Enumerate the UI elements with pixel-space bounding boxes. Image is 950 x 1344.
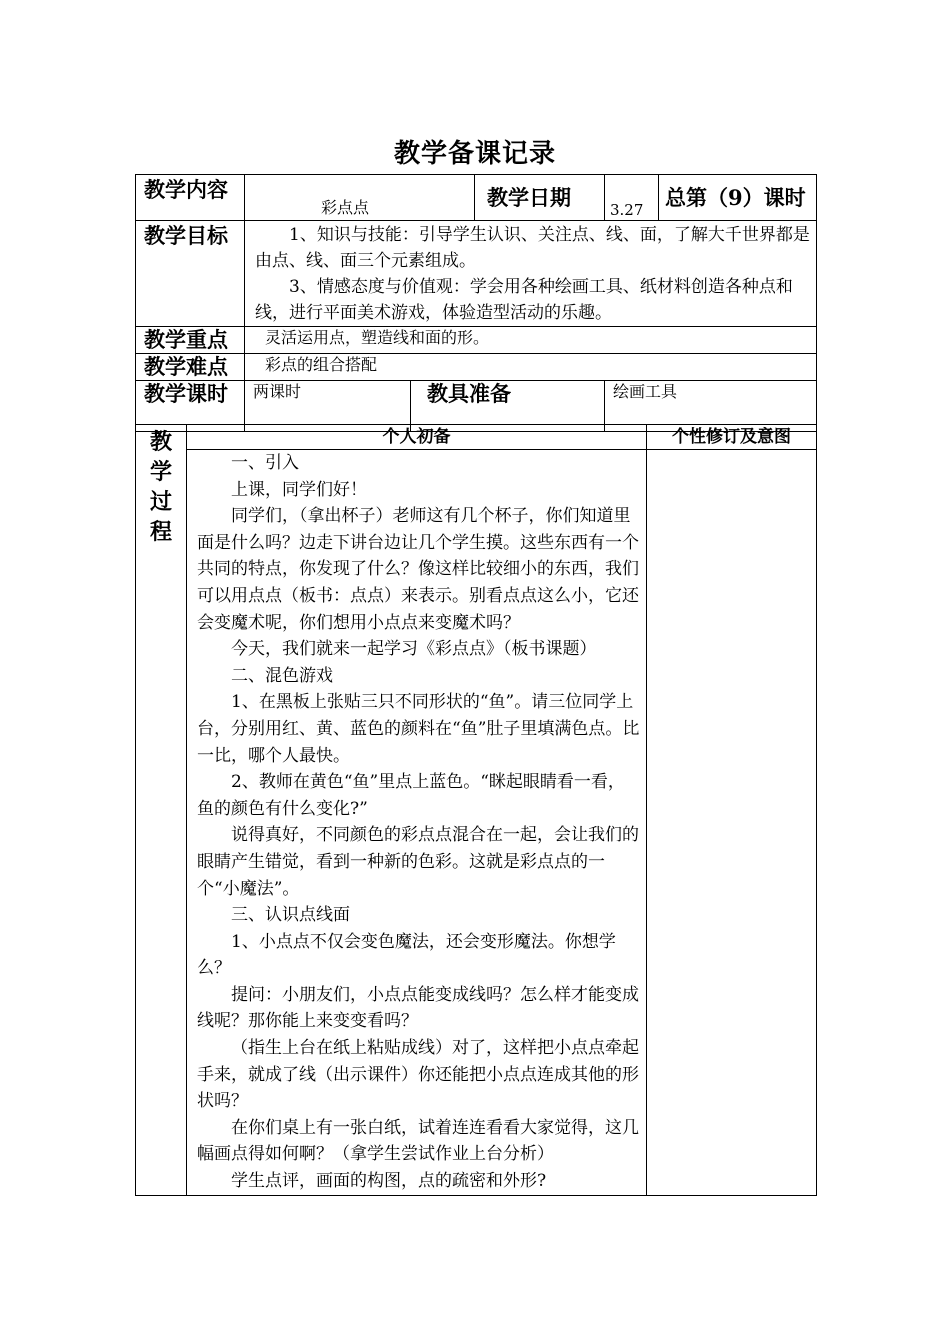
lesson-paragraph: 一、引入 [231, 453, 299, 473]
focus-row [136, 327, 817, 354]
lesson-paragraph: 今天，我们就来一起学习《彩点点》（板书课题） [231, 639, 597, 660]
lesson-paragraph: 三、认识点线面 [231, 905, 350, 926]
lesson-paragraph: 说得真好，不同颜色的彩点点混合在一起，会让我们的眼睛产生错觉，看到一种新的色彩。这就是彩点点的一个“小魔法”。 [197, 825, 639, 899]
content-value-cell [245, 175, 475, 221]
content-label: 教学内容 [136, 175, 245, 221]
lesson-paragraph: 在你们桌上有一张白纸，试着连连看看大家觉得，这几幅画点得如何啊？（拿学生尝试作业上台分析） [197, 1117, 639, 1165]
focus-label: 教学重点 [136, 327, 245, 354]
goals-cell [245, 221, 817, 327]
date-value-cell [605, 175, 659, 221]
lesson-paragraph: （指生上台在纸上粘贴成线）对了，这样把小点点牵起手来，就成了线（出示课件）你还能把小点点连成其他的形状吗？ [197, 1038, 639, 1112]
lesson-paragraph: 同学们，（拿出杯子）老师这有几个杯子，你们知道里面是什么吗？边走下讲台边让几个学生摸。这些东西有一个共同的特点，你发现了什么？像这样比较细小的东西，我们可以用点点（板书：点点）来表示。别看点点这么小，它还会变魔术呢，你们想用小点点来变魔术吗？ [197, 506, 639, 633]
personal-prep-header: 个人初备 [187, 425, 647, 450]
tools-label: 教具准备 [411, 381, 605, 432]
tools-value: 绘画工具 [605, 381, 817, 432]
process-body-row [136, 450, 817, 1196]
hours-label: 教学课时 [136, 381, 245, 432]
lesson-paragraph: 1、小点点不仅会变色魔法，还会变形魔法。你想学么？ [197, 931, 616, 979]
goal-attitude: 3、情感态度与价值观：学会用各种绘画工具、纸材料创造各种点和线，进行平面美术游戏，体验造型活动的乐趣。 [255, 277, 793, 323]
teaching-process-table [135, 424, 817, 1196]
page-title: 教学备课记录 [393, 139, 556, 169]
process-header-row [136, 425, 817, 450]
focus-value: 灵活运用点，塑造线和面的形。 [245, 327, 817, 354]
hours-value: 两课时 [245, 381, 411, 432]
lesson-paragraph: 提问：小朋友们，小点点能变成线吗？怎么样才能变成线呢？那你能上来变变看吗？ [197, 984, 639, 1032]
content-row [136, 175, 817, 221]
lesson-paragraph: 学生点评，画面的构图，点的疏密和外形? [231, 1171, 547, 1192]
process-label: 教 学 过 程 [149, 429, 172, 545]
difficulty-value: 彩点的组合搭配 [245, 354, 817, 381]
revision-header: 个性修订及意图 [647, 425, 817, 450]
difficulty-label: 教学难点 [136, 354, 245, 381]
revision-cell [647, 450, 817, 1196]
process-label-cell [136, 425, 187, 1196]
goal-knowledge: 1、知识与技能：引导学生认识、关注点、线、面，了解大千世界都是由点、线、面三个元素组成。 [255, 225, 810, 271]
lesson-info-table [135, 174, 817, 432]
lesson-paragraph: 1、在黑板上张贴三只不同形状的“鱼”。请三位同学上台，分别用红、黄、蓝色的颜料在“鱼”肚子里填满色点。比一比，哪个人最快。 [197, 692, 640, 766]
lesson-paragraph: 2、教师在黄色“鱼”里点上蓝色。“眯起眼睛看一看，鱼的颜色有什么变化?” [197, 772, 625, 819]
lesson-plan-cell [187, 450, 647, 1196]
lesson-paragraph: 二、混色游戏 [231, 665, 333, 686]
period-label: 总第（9）课时 [659, 175, 817, 221]
content-value: 彩点点 [321, 198, 370, 217]
goals-row [136, 221, 817, 327]
date-label: 教学日期 [475, 175, 605, 221]
date-value: 3.27 [610, 201, 644, 219]
lesson-paragraph: 上课，同学们好！ [231, 479, 367, 500]
goals-label: 教学目标 [136, 221, 245, 327]
difficulty-row [136, 354, 817, 381]
